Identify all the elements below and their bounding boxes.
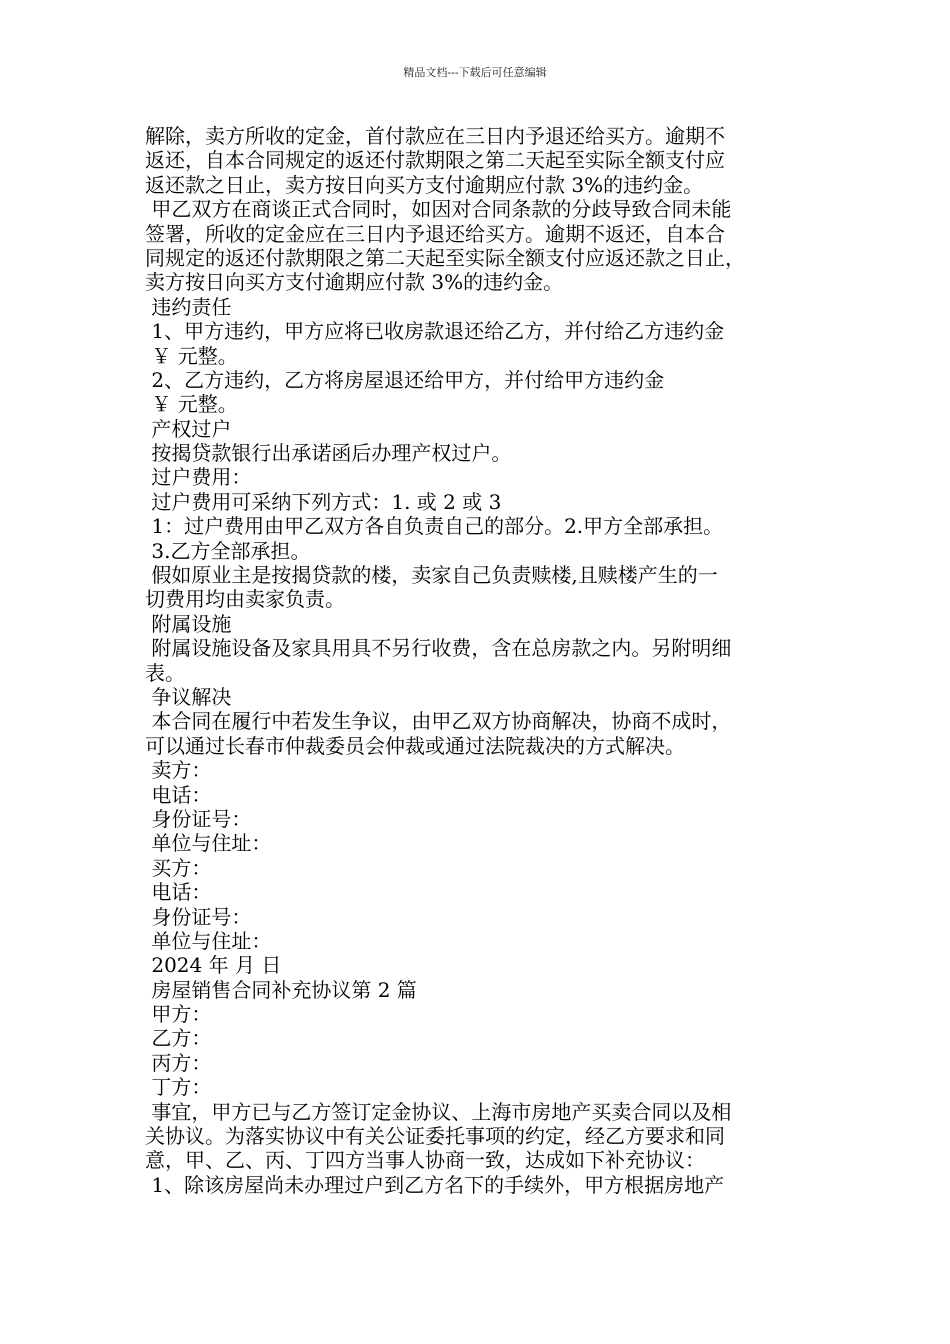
text-line: 丙方： [145, 1050, 212, 1075]
text-line: 丁方： [145, 1075, 212, 1100]
text-line: 甲方： [145, 1002, 212, 1027]
text-line: 甲乙双方在商谈正式合同时，如因对合同条款的分歧导致合同未能 [145, 197, 732, 222]
text-line: 买方： [145, 855, 212, 880]
text-line: ￥ 元整。 [145, 392, 238, 417]
text-line: 本合同在履行中若发生争议，由甲乙双方协商解决，协商不成时， [145, 709, 732, 734]
document-body [145, 124, 815, 1197]
text-line: 假如原业主是按揭贷款的楼，卖家自己负责赎楼,且赎楼产生的一 [145, 563, 718, 588]
text-line: 产权过户 [145, 416, 232, 441]
text-line: 意，甲、乙、丙、丁四方当事人协商一致，达成如下补充协议： [145, 1148, 705, 1173]
text-line: 3.乙方全部承担。 [145, 538, 311, 563]
text-line: 同规定的返还付款期限之第二天起至实际全额支付应返还款之日止， [145, 245, 745, 270]
text-line: 返还款之日止，卖方按日向买方支付逾期应付款 3%的违约金。 [145, 172, 704, 197]
text-line: 卖方： [145, 758, 212, 783]
text-line: 可以通过长春市仲裁委员会仲裁或通过法院裁决的方式解决。 [145, 733, 685, 758]
text-line: 身份证号： [145, 904, 252, 929]
text-line: 身份证号： [145, 806, 252, 831]
text-line: 单位与住址： [145, 831, 272, 856]
text-line: 表。 [145, 660, 185, 685]
text-line: 单位与住址： [145, 928, 272, 953]
text-line: 事宜，甲方已与乙方签订定金协议、上海市房地产买卖合同以及相 [145, 1099, 732, 1124]
text-line: 2024 年 月 日 [145, 953, 282, 978]
text-line: 解除，卖方所收的定金，首付款应在三日内予退还给买方。逾期不 [145, 124, 725, 148]
text-line: 争议解决 [145, 684, 232, 709]
text-line: 电话： [145, 880, 212, 905]
text-line: 附属设施设备及家具用具不另行收费，含在总房款之内。另附明细 [145, 636, 732, 661]
text-line: 返还，自本合同规定的返还付款期限之第二天起至实际全额支付应 [145, 148, 725, 173]
text-line: 关协议。为落实协议中有关公证委托事项的约定，经乙方要求和同 [145, 1124, 725, 1149]
text-line: 2、乙方违约，乙方将房屋退还给甲方，并付给甲方违约金 [145, 367, 665, 392]
text-line: 违约责任 [145, 294, 232, 319]
text-line: 过户费用可采纳下列方式：1. 或 2 或 3 [145, 489, 502, 514]
text-line: 签署，所收的定金应在三日内予退还给买方。逾期不返还，自本合 [145, 221, 725, 246]
text-line: 电话： [145, 782, 212, 807]
text-line: ￥ 元整。 [145, 343, 238, 368]
text-line: 1、甲方违约，甲方应将已收房款退还给乙方，并付给乙方违约金 [145, 319, 725, 344]
text-line: 过户费用： [145, 465, 252, 490]
text-line: 房屋销售合同补充协议第 2 篇 [145, 977, 417, 1002]
text-line: 按揭贷款银行出承诺函后办理产权过户。 [145, 441, 512, 466]
text-line: 乙方： [145, 1026, 212, 1051]
text-line: 附属设施 [145, 611, 232, 636]
page-header: 精品文档---下载后可任意编辑 [403, 66, 547, 79]
text-line: 切费用均由卖家负责。 [145, 587, 345, 612]
text-line: 卖方按日向买方支付逾期应付款 3%的违约金。 [145, 270, 564, 295]
text-line: 1：过户费用由甲乙双方各自负责自己的部分。2.甲方全部承担。 [145, 514, 724, 539]
text-line: 1、除该房屋尚未办理过户到乙方名下的手续外，甲方根据房地产 [145, 1172, 725, 1197]
